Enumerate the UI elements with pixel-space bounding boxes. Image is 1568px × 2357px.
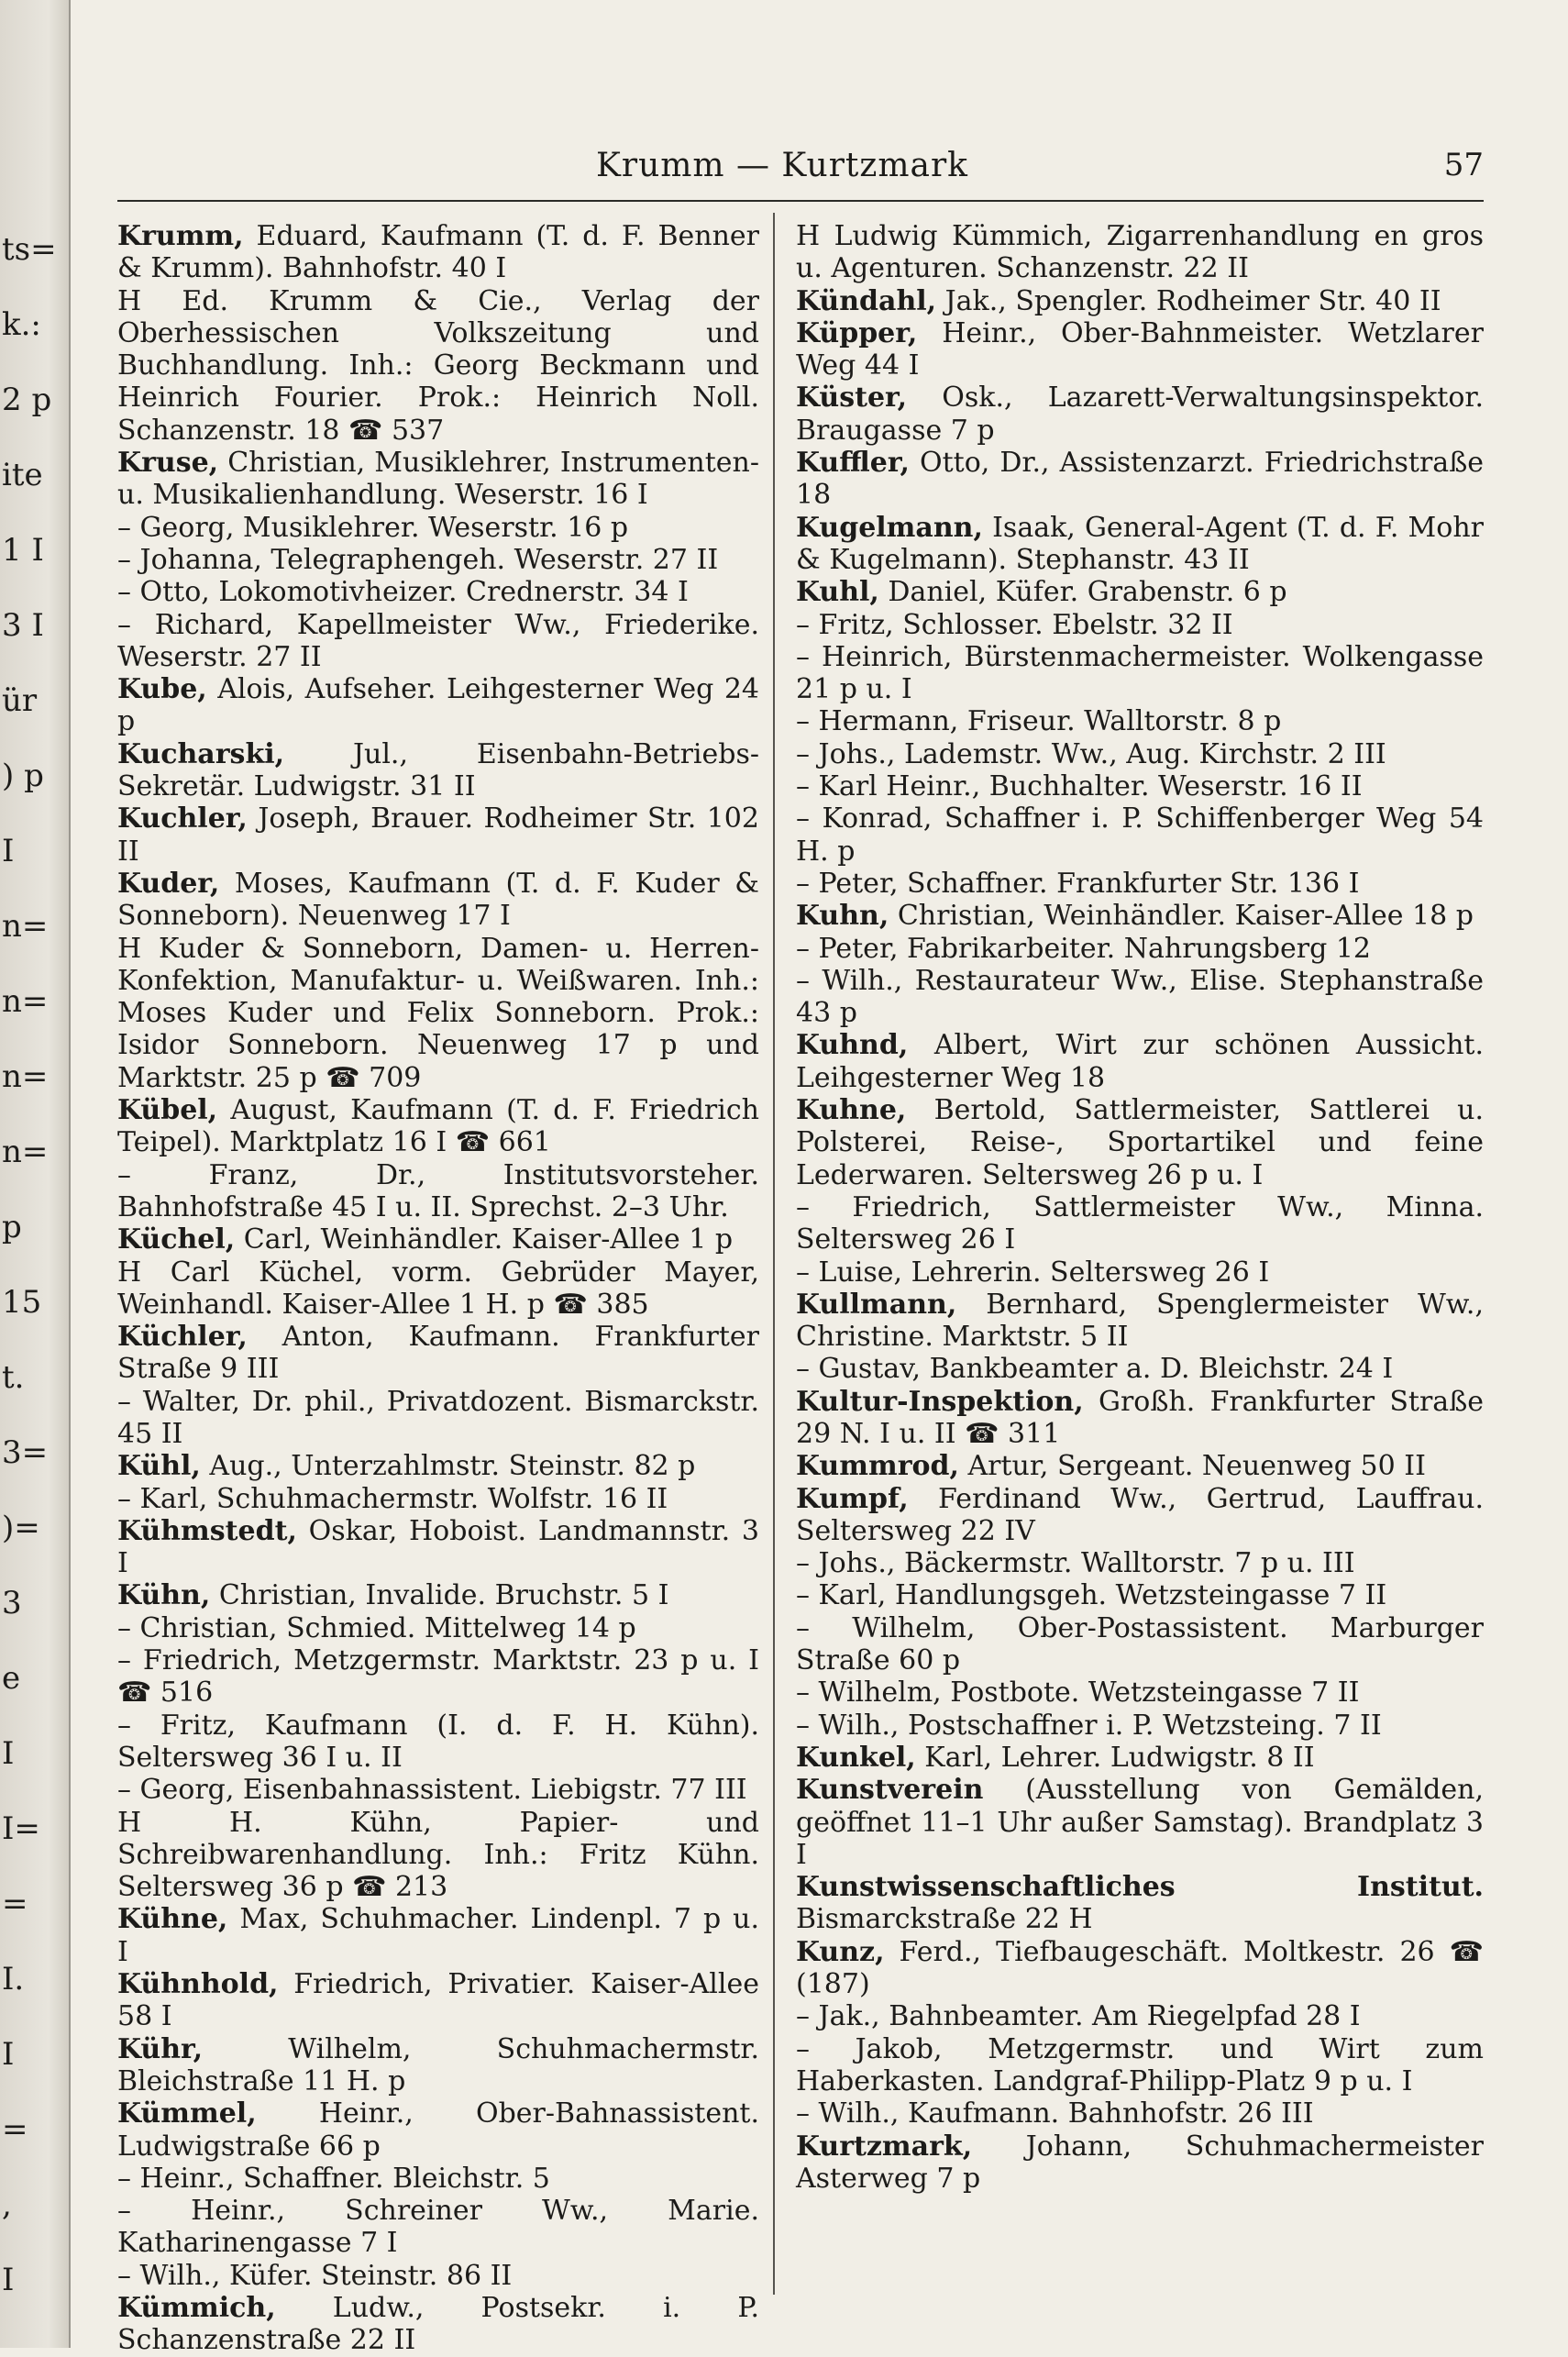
entry-text: Alois, Aufseher. Leihgesterner Weg 24 p [117,673,759,738]
entry-text: Artur, Sergeant. Neuenweg 50 II [958,1450,1426,1483]
entry-surname: Kuder, [117,867,220,900]
entry-surname: Küchler, [117,1321,248,1354]
gutter-fragment: n= [2,983,49,1020]
entry-text: – Richard, Kapellmeister Ww., Friederike. Weserstr. 27 II [117,608,759,673]
entry-surname: Kugelmann, [796,511,983,544]
directory-entry [796,609,1484,641]
entry-surname: Kuhl, [796,576,879,609]
entry-text: Max, Schuhmacher. Lindenpl. 7 p u. I [117,1903,759,1968]
adjacent-page-edge [0,0,71,2348]
directory-entry [117,1515,759,1580]
directory-entry [796,2097,1484,2130]
entry-surname: Kühl, [117,1450,201,1483]
entry-text: Osk., Lazarett-Verwaltungsinspektor. Braugasse 7 p [796,382,1484,447]
gutter-fragment: ür [2,682,38,719]
gutter-fragment: n= [2,1134,49,1170]
directory-entry [117,2097,759,2163]
directory-entry [796,2033,1484,2098]
entry-text: – Peter, Fabrikarbeiter. Nahrungsberg 12 [796,932,1371,965]
directory-entry [117,673,759,738]
entry-text: Christian, Invalide. Bruchstr. 5 I [210,1579,669,1612]
directory-entry [117,802,759,868]
directory-entry [796,868,1484,900]
gutter-fragment: 3 I [2,607,44,644]
gutter-fragment: I= [2,1810,40,1847]
gutter-fragment: 3 [2,1585,22,1621]
gutter-fragment: ite [2,457,43,493]
gutter-fragment: 2 p [2,382,52,418]
entry-text: Großh. Frankfurter Straße 29 N. I u. II ☎ 311 [796,1385,1484,1450]
directory-entry [796,382,1484,447]
entry-surname: Kunkel, [796,1741,916,1774]
entry-text: – Konrad, Schaffner i. P. Schiffenberger Weg 54 H. p [796,802,1484,868]
right-column [796,220,1484,2195]
directory-entry [796,1029,1484,1094]
entry-text: – Luise, Lehrerin. Seltersweg 26 I [796,1256,1270,1289]
gutter-fragment: t. [2,1359,25,1396]
entry-surname: Kunstwissenschaftliches Institut. [796,1871,1484,1904]
entry-text: – Wilhelm, Postbote. Wetzsteingasse 7 II [796,1676,1360,1710]
entry-text: – Heinr., Schaffner. Bleichstr. 5 [117,2162,550,2195]
entry-text: Carl, Weinhändler. Kaiser-Allee 1 p [235,1223,734,1256]
gutter-fragment: ts= [2,231,57,268]
entry-text: – Christian, Schmied. Mittelweg 14 p [117,1611,636,1644]
entry-text: – Johs., Lademstr. Ww., Aug. Kirchstr. 2 III [796,737,1386,770]
directory-entry [117,1774,759,1806]
entry-text: – Peter, Schaffner. Frankfurter Str. 136 I [796,867,1360,900]
entry-text: Heinr., Ober-Bahnassistent. Ludwigstraße 66 p [117,2097,759,2163]
entry-text: Eduard, Kaufmann (T. d. F. Benner & Krumm). Bahnhofstr. 40 I [117,220,759,285]
entry-surname: Kunz, [796,1935,885,1968]
directory-entry [796,1547,1484,1579]
entry-text: Ludw., Postsekr. i. P. Schanzenstraße 22 II [117,2292,759,2357]
entry-text: Bertold, Sattlermeister, Sattlerei u. Polsterei, Reise-, Sportartikel und feine Lederwaren. Seltersweg 26 p u. I [796,1094,1484,1191]
directory-entry [796,576,1484,608]
directory-entry [117,868,759,933]
gutter-fragment: I [2,2262,15,2298]
directory-entry [796,1612,1484,1677]
entry-text: – Karl, Handlungsgeh. Wetzsteingasse 7 II [796,1579,1387,1612]
entry-surname: Kuchler, [117,802,248,835]
directory-entry [796,1450,1484,1482]
directory-entry [117,2260,759,2292]
entry-text: – Wilh., Postschaffner i. P. Wetzsteing. 7 II [796,1709,1382,1742]
gutter-fragment: ) p [2,758,44,794]
directory-entry [117,933,759,1094]
entry-text: H Ed. Krumm & Cie., Verlag der Oberhessischen Volkszeitung und Buchhandlung. Inh.: Georg Beckmann und Heinrich Fourier. Prok.: Heinrich Noll. Schanzenstr. 18 ☎ 537 [117,284,759,447]
entry-text: – Wilh., Kaufmann. Bahnhofstr. 26 III [796,2097,1314,2130]
entry-text: – Walter, Dr. phil., Privatdozent. Bismarckstr. 45 II [117,1385,759,1450]
entry-surname: Kullmann, [796,1288,957,1321]
directory-entry [796,1742,1484,1774]
entry-surname: Kuhn, [796,900,889,933]
entry-surname: Küster, [796,382,908,415]
directory-entry [117,2195,759,2260]
directory-entry [117,285,759,447]
gutter-fragment: 3= [2,1434,49,1471]
entry-text: – Karl, Schuhmachermstr. Wolfstr. 16 II [117,1482,668,1515]
directory-entry [796,1256,1484,1289]
gutter-fragment: I [2,833,15,869]
entry-surname: Kube, [117,673,207,706]
entry-text: Bernhard, Spenglermeister Ww., Christine. Marktstr. 5 II [796,1288,1484,1354]
gutter-fragment: e [2,1660,21,1697]
directory-entry [117,512,759,544]
entry-text: Bismarckstraße 22 H [796,1903,1093,1936]
entry-text: – Karl Heinr., Buchhalter. Weserstr. 16 II [796,770,1363,803]
entry-text: – Friedrich, Sattlermeister Ww., Minna. Seltersweg 26 I [796,1190,1484,1256]
column-divider [773,213,775,2295]
entry-text: Joseph, Brauer. Rodheimer Str. 102 II [117,802,759,868]
directory-entry [117,447,759,512]
entry-text: Ferdinand Ww., Gertrud, Lauffrau. Seltersweg 22 IV [796,1482,1484,1547]
entry-text: – Wilh., Küfer. Steinstr. 86 II [117,2259,513,2292]
entry-surname: Kummrod, [796,1450,959,1483]
entry-surname: Kühmstedt, [117,1514,297,1547]
left-column [117,220,759,2357]
entry-surname: Kuhnd, [796,1029,909,1062]
entry-surname: Kümmel, [117,2097,257,2130]
entry-text: – Wilh., Restaurateur Ww., Elise. Stephanstraße 43 p [796,964,1484,1030]
entry-surname: Kühn, [117,1579,211,1612]
entry-surname: Kunstverein [796,1774,984,1807]
gutter-fragment: n= [2,1058,49,1095]
entry-surname: Kuhne, [796,1094,907,1127]
directory-entry [796,512,1484,577]
gutter-fragment: 15 [2,1284,42,1321]
directory-entry [796,1483,1484,1548]
entry-surname: Kumpf, [796,1482,909,1515]
directory-entry [796,1676,1484,1709]
directory-entry [117,1256,759,1322]
directory-entry [796,705,1484,737]
entry-text: – Friedrich, Metzgermstr. Marktstr. 23 p u. I ☎ 516 [117,1644,759,1710]
entry-text: Johann, Schuhmachermeister Asterweg 7 p [796,2130,1484,2195]
entry-text: Ferd., Tiefbaugeschäft. Moltkestr. 26 ☎ (187) [796,1935,1484,2001]
directory-entry [796,1871,1484,1936]
gutter-fragment: = [2,1886,28,1922]
directory-entry [117,1223,759,1256]
entry-surname: Kruse, [117,447,219,480]
gutter-fragment: k.: [2,306,41,343]
directory-entry [117,1968,759,2033]
entry-surname: Kultur-Inspektion, [796,1385,1084,1418]
entry-surname: Kühr, [117,2032,204,2065]
directory-entry [117,1450,759,1482]
entry-surname: Kühne, [117,1903,228,1936]
directory-entry [117,1386,759,1451]
entry-surname: Krumm, [117,220,244,252]
entry-text: Oskar, Hoboist. Landmannstr. 3 I [117,1514,759,1580]
directory-entry [796,1353,1484,1385]
directory-entry [117,2292,759,2357]
directory-entry [796,802,1484,868]
entry-text: – Gustav, Bankbeamter a. D. Bleichstr. 24 I [796,1353,1394,1386]
entry-surname: Kühnhold, [117,1968,279,2001]
directory-entry [796,900,1484,932]
directory-entry [117,1094,759,1159]
entry-text: Moses, Kaufmann (T. d. F. Kuder & Sonneborn). Neuenweg 17 I [117,867,759,933]
entry-text: Otto, Dr., Assistenzarzt. Friedrichstraße 18 [796,447,1484,512]
entry-surname: Küchel, [117,1223,236,1256]
directory-entry [117,1483,759,1515]
directory-entry [117,1710,759,1775]
directory-entry [796,2000,1484,2032]
entry-text: Christian, Weinhändler. Kaiser-Allee 18 p [889,900,1474,933]
entry-text: – Heinrich, Bürstenmachermeister. Wolkengasse 21 p u. I [796,640,1484,706]
gutter-fragment: )= [2,1510,40,1546]
running-title: Krumm — Kurtzmark [595,147,968,184]
entry-text: – Fritz, Schlosser. Ebelstr. 32 II [796,608,1233,641]
directory-entry [796,641,1484,706]
directory-entry [796,1774,1484,1871]
entry-surname: Kucharski, [117,737,285,770]
entry-text: H H. Kühn, Papier- und Schreibwarenhandlung. Inh.: Fritz Kühn. Seltersweg 36 p ☎ 213 [117,1806,759,1904]
directory-entry [796,1191,1484,1256]
entry-text: Aug., Unterzahlmstr. Steinstr. 82 p [200,1450,696,1483]
entry-text: – Heinr., Schreiner Ww., Marie. Katharinengasse 7 I [117,2195,759,2260]
directory-entry [796,1289,1484,1354]
directory-entry [117,1903,759,1968]
gutter-fragment: = [2,2111,28,2148]
directory-entry [796,933,1484,965]
directory-entry [796,1386,1484,1451]
entry-text: – Georg, Eisenbahnassistent. Liebigstr. 77 III [117,1774,747,1807]
entry-text: – Jak., Bahnbeamter. Am Riegelpfad 28 I [796,2000,1361,2033]
header-rule [117,200,1484,202]
directory-entry [117,576,759,608]
entry-text: Jak., Spengler. Rodheimer Str. 40 II [936,284,1441,317]
gutter-fragment: n= [2,908,49,945]
directory-entry [796,738,1484,770]
entry-text: H Ludwig Kümmich, Zigarrenhandlung en gros u. Agenturen. Schanzenstr. 22 II [796,220,1484,285]
entry-surname: Kümmich, [117,2292,276,2324]
entry-text: Heinr., Ober-Bahnmeister. Wetzlarer Weg 44 I [796,316,1484,382]
entry-surname: Kurtzmark, [796,2130,973,2163]
directory-entry [796,770,1484,802]
directory-entry [796,1094,1484,1191]
entry-text: H Carl Küchel, vorm. Gebrüder Mayer, Weinhandl. Kaiser-Allee 1 H. p ☎ 385 [117,1256,759,1321]
gutter-fragment: p [2,1209,22,1245]
gutter-fragment: , [2,2186,12,2223]
entry-text: – Johs., Bäckermstr. Walltorstr. 7 p u. III [796,1547,1355,1580]
directory-entry [796,2130,1484,2196]
directory-entry [796,220,1484,285]
entry-text: – Johanna, Telegraphengeh. Weserstr. 27 II [117,543,719,576]
directory-entry [796,1579,1484,1611]
gutter-fragment: I. [2,1961,25,1997]
entry-surname: Kündahl, [796,284,937,317]
entry-text: – Georg, Musiklehrer. Weserstr. 16 p [117,511,629,544]
directory-entry [117,1579,759,1611]
directory-entry [117,220,759,285]
entry-text: Karl, Lehrer. Ludwigstr. 8 II [915,1741,1315,1774]
entry-text: – Wilhelm, Ober-Postassistent. Marburger Straße 60 p [796,1611,1484,1677]
entry-text: Anton, Kaufmann. Frankfurter Straße 9 III [117,1321,759,1386]
entry-text: – Fritz, Kaufmann (I. d. F. H. Kühn). Seltersweg 36 I u. II [117,1709,759,1774]
entry-text: – Franz, Dr., Institutsvorsteher. Bahnhofstraße 45 I u. II. Sprechst. 2–3 Uhr. [117,1158,759,1223]
directory-entry [796,1710,1484,1742]
directory-entry [117,609,759,674]
directory-entry [117,544,759,576]
entry-text: – Hermann, Friseur. Walltorstr. 8 p [796,705,1282,738]
entry-text: Albert, Wirt zur schönen Aussicht. Leihgesterner Weg 18 [796,1029,1484,1094]
entry-text: Daniel, Küfer. Grabenstr. 6 p [878,576,1287,609]
directory-entry [796,285,1484,317]
gutter-fragment: 1 I [2,532,44,569]
directory-entry [117,1159,759,1224]
directory-entry [796,1936,1484,2001]
entry-text: Christian, Musiklehrer, Instrumenten- u. Musikalienhandlung. Weserstr. 16 I [117,447,759,512]
entry-text: Jul., Eisenbahn-Betriebs-Sekretär. Ludwigstr. 31 II [117,737,759,803]
directory-entry [796,447,1484,512]
entry-text: Wilhelm, Schuhmachermstr. Bleichstraße 11 H. p [117,2032,759,2097]
directory-entry [796,965,1484,1030]
directory-entry [117,2163,759,2195]
gutter-fragment: I [2,2036,15,2073]
directory-entry [796,317,1484,382]
entry-surname: Küpper, [796,316,918,349]
directory-entry [117,1321,759,1386]
entry-text: Isaak, General-Agent (T. d. F. Mohr & Kugelmann). Stephanstr. 43 II [796,511,1484,576]
entry-surname: Kübel, [117,1094,218,1127]
entry-text: – Jakob, Metzgermstr. und Wirt zum Haberkasten. Landgraf-Philipp-Platz 9 p u. I [796,2032,1484,2097]
directory-entry [117,1644,759,1710]
directory-entry [117,1612,759,1644]
directory-entry [117,1807,759,1904]
gutter-fragment: I [2,1735,15,1772]
entry-text: Friedrich, Privatier. Kaiser-Allee 58 I [117,1968,759,2033]
entry-text: August, Kaufmann (T. d. F. Friedrich Teipel). Marktplatz 16 I ☎ 661 [117,1094,759,1159]
directory-page [81,0,1559,2357]
page-number: 57 [1443,147,1484,183]
entry-surname: Kuffler, [796,447,910,480]
entry-text: – Otto, Lokomotivheizer. Crednerstr. 34 I [117,576,689,609]
entry-text: (Ausstellung von Gemälden, geöffnet 11–1 Uhr außer Samstag). Brandplatz 3 I [796,1774,1484,1871]
directory-entry [117,738,759,803]
page-header [81,147,1484,202]
directory-entry [117,2033,759,2098]
entry-text: H Kuder & Sonneborn, Damen- u. Herren-Konfektion, Manufaktur- u. Weißwaren. Inh.: Moses Kuder und Felix Sonneborn. Prok.: Isidor Sonneborn. Neuenweg 17 p und Marktstr. 25 p ☎ 709 [117,932,759,1094]
